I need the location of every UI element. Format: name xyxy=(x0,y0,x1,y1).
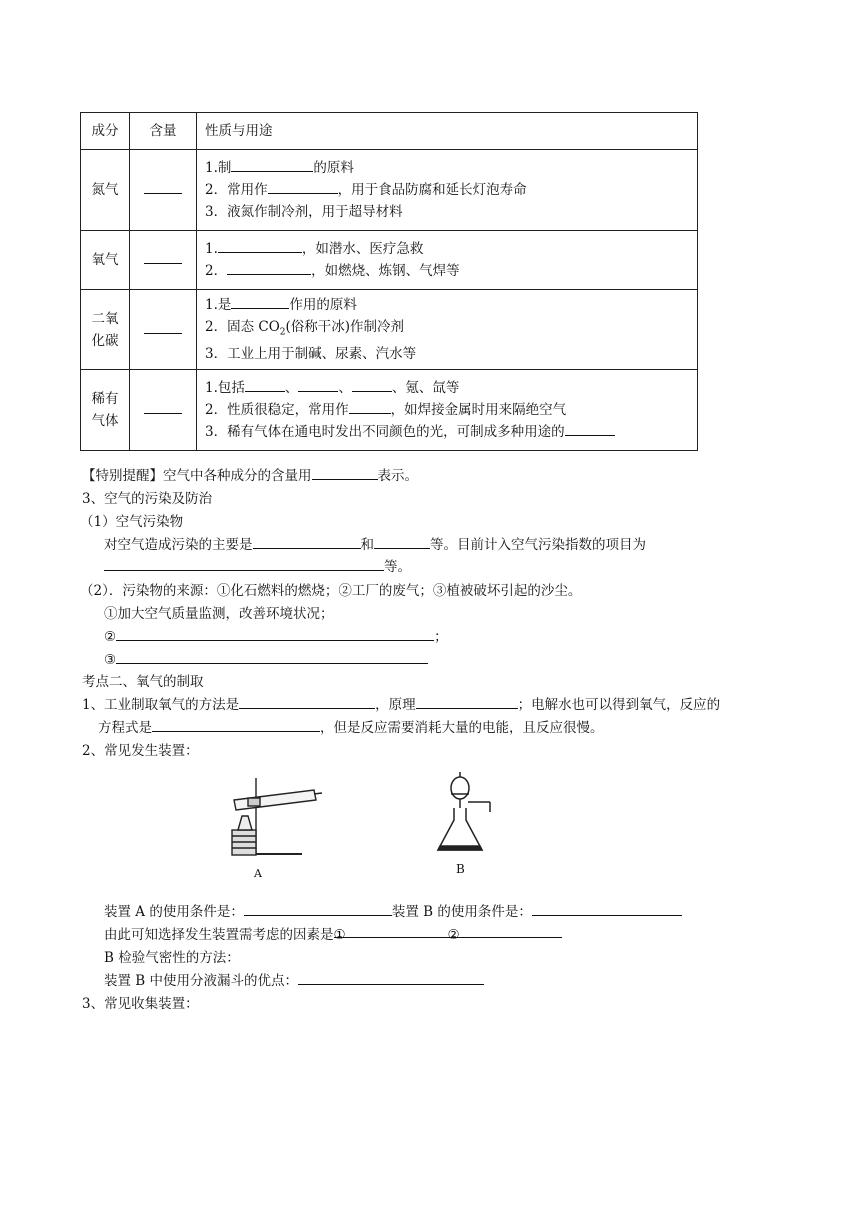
device-conditions: 装置 A 的使用条件是： 装置 B 的使用条件是： xyxy=(104,901,860,923)
apparatus-b-figure xyxy=(424,768,504,860)
subsection-pollutants: （1）空气污染物 xyxy=(80,514,184,530)
content-blank xyxy=(130,231,197,290)
row-name: 二氧 化碳 xyxy=(81,290,130,370)
section-pollution-title: 3、空气的污染及防治 xyxy=(82,491,213,507)
row-name: 氮气 xyxy=(81,150,130,231)
key-point-2: 考点二、氧气的制取 xyxy=(82,674,204,690)
header-properties: 性质与用途 xyxy=(197,113,698,150)
row-uses: 1.制 的原料 2．常用作 ，用于食品防腐和延长灯泡寿命 3．液氮作制冷剂，用于超导材料 xyxy=(197,150,698,231)
pollution-sources: （2）．污染物的来源：①化石燃料的燃烧；②工厂的废气；③植被破坏引起的沙尘。 xyxy=(80,583,582,599)
row-name: 稀有 气体 xyxy=(81,370,130,451)
content-blank xyxy=(130,150,197,231)
properties-table xyxy=(80,112,698,451)
header-component: 成分 xyxy=(81,113,130,150)
measure-3: ③ xyxy=(104,649,860,671)
header-content: 含量 xyxy=(130,113,197,150)
pollutant-index-line: 等。 xyxy=(104,556,860,578)
generator-title: 2、常见发生装置： xyxy=(82,743,199,759)
airtightness-question: B 检验气密性的方法： xyxy=(104,950,240,966)
figure-a-label: A xyxy=(254,867,262,880)
row-uses: 1.是 作用的原料 2．固态 $CO_2$(俗称干冰)作制冷剂 3．工业上用于制碱、尿素、汽水等 xyxy=(197,290,698,370)
selection-factors: 由此可知选择发生装置需考虑的因素是① ② xyxy=(104,924,860,946)
funnel-advantage: 装置 B 中使用分液漏斗的优点： xyxy=(104,970,860,992)
special-reminder: 【特别提醒】空气中各种成分的含量用 表示。 xyxy=(82,468,418,484)
apparatus-a-figure xyxy=(218,770,328,878)
measure-1: ①加大空气质量监测，改善环境状况； xyxy=(104,606,334,622)
content-blank xyxy=(130,370,197,451)
industrial-oxygen-question: 1、工业制取氧气的方法是 ，原理 ；电解水也可以得到氧气，反应的 xyxy=(82,697,721,713)
table-row xyxy=(81,370,698,451)
collection-title: 3、常见收集装置： xyxy=(82,996,199,1012)
content-blank xyxy=(130,290,197,370)
pollutant-question: 对空气造成污染的主要是 和 等。目前计入空气污染指数的项目为 xyxy=(104,537,646,553)
table-row xyxy=(81,150,698,231)
table-row xyxy=(81,290,698,370)
row-name: 氧气 xyxy=(81,231,130,290)
figure-b-label: B xyxy=(456,862,465,876)
measure-2: ② ； xyxy=(104,629,448,645)
row-uses: 1.包括 、 、 、氪、氙等 2．性质很稳定，常用作 ，如焊接金属时用来隔绝空气 3．稀有气体在通电时发出不同颜色的光，可制成多种用途的 xyxy=(197,370,698,451)
row-uses: 1. ，如潜水、医疗急救 2． ，如燃烧、炼钢、气焊等 xyxy=(197,231,698,290)
equation-line: 方程式是 ，但是反应需要消耗大量的电能，且反应很慢。 xyxy=(98,720,604,736)
table-row xyxy=(81,231,698,290)
table-header-row xyxy=(81,113,698,150)
